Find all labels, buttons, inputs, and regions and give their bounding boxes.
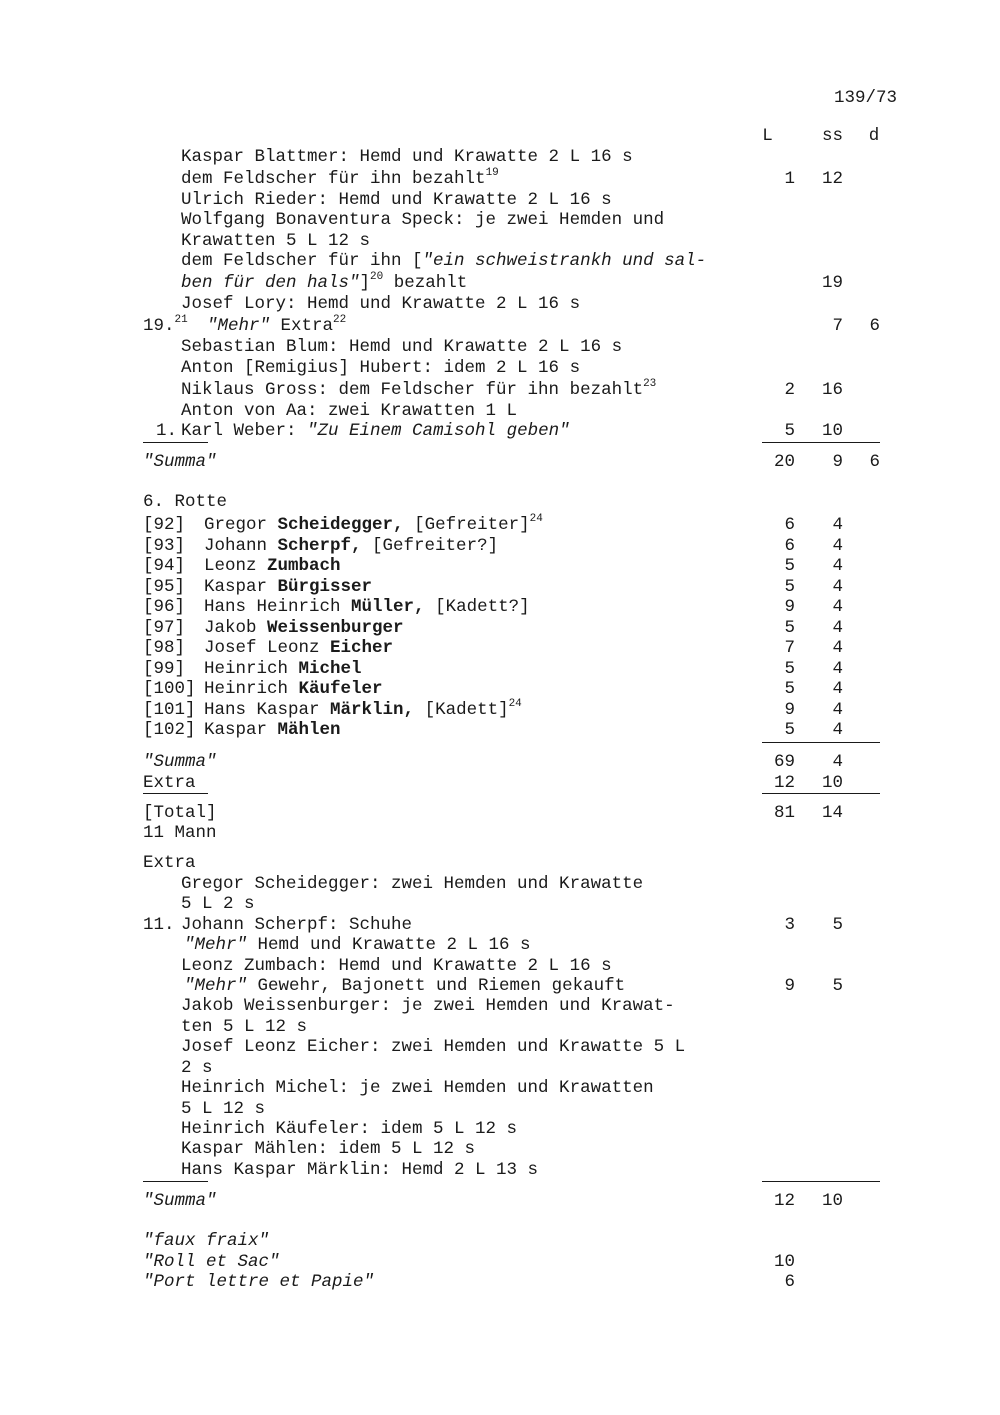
entry-marker: 19.21 — [143, 314, 188, 336]
amount-ss: 4 — [832, 700, 843, 720]
entry-row — [0, 1160, 1000, 1180]
amount-l: 5 — [784, 577, 795, 597]
amount-ss: 5 — [832, 976, 843, 996]
entry-row — [0, 147, 1000, 167]
amount-l: 2 — [784, 380, 795, 400]
entry-text: Wolfgang Bonaventura Speck: je zwei Hemden und — [181, 210, 665, 230]
entry-text: Anton [Remigius] Hubert: idem 2 L 16 s — [181, 358, 581, 378]
amount-l: 5 — [784, 720, 795, 740]
person-name: Leonz Zumbach — [204, 556, 341, 576]
divider — [143, 442, 208, 443]
amount-l: 5 — [784, 421, 795, 441]
entry-row — [0, 996, 1000, 1016]
person-number: [102] — [143, 720, 196, 740]
rotte-row — [0, 618, 1000, 638]
entry-text: Hans Kaspar Märklin: Hemd 2 L 13 s — [181, 1160, 539, 1180]
amount-ss: 4 — [832, 556, 843, 576]
person-rank: [Gefreiter] — [403, 515, 530, 535]
mann-count: 11 Mann — [143, 823, 217, 843]
column-header — [0, 126, 1000, 146]
summa-row — [0, 452, 1000, 472]
amount-l: 12 — [773, 773, 795, 793]
total-row — [0, 803, 1000, 823]
person-number: [97] — [143, 618, 186, 638]
quote-text: "Mehr" — [184, 976, 248, 996]
amount-d: 6 — [869, 316, 880, 336]
entry-row — [0, 273, 1000, 293]
rotte-row — [0, 556, 1000, 576]
amount-ss: 14 — [821, 803, 843, 823]
entry-text: Anton von Aa: zwei Krawatten 1 L — [181, 401, 518, 421]
footnote-ref: 20 — [370, 271, 384, 284]
faux-label: "Roll et Sac" — [143, 1252, 280, 1272]
person-surname: Mählen — [277, 720, 341, 740]
faux-row — [0, 1272, 1000, 1292]
amount-ss: 4 — [832, 638, 843, 658]
person-surname: Scherpf, — [277, 536, 362, 556]
entry-row — [0, 380, 1000, 400]
entry-text: Leonz Zumbach: Hemd und Krawatte 2 L 16 s — [181, 956, 612, 976]
person-surname: Zumbach — [267, 556, 341, 576]
entry-row — [0, 1017, 1000, 1037]
faux-label: "Port lettre et Papie" — [143, 1272, 375, 1292]
entry-text: 5 L 2 s — [181, 894, 255, 914]
quote-text: "Mehr" — [207, 316, 271, 336]
person-number: [100] — [143, 679, 196, 699]
person-name: Josef Leonz Eicher — [204, 638, 394, 658]
extra-row — [0, 773, 1000, 793]
quote-text: ben für den hals" — [181, 273, 360, 293]
amount-l: 69 — [773, 752, 795, 772]
entry-marker: 1. — [155, 421, 177, 441]
amount-ss: 4 — [832, 618, 843, 638]
entry-row — [0, 190, 1000, 210]
footnote-ref: 24 — [529, 513, 543, 526]
entry-text: 5 L 12 s — [181, 1099, 266, 1119]
rotte-row — [0, 515, 1000, 535]
person-surname: Michel — [298, 659, 362, 679]
entry-text: Jakob Weissenburger: je zwei Hemden und Krawat- — [181, 996, 675, 1016]
amount-ss: 10 — [821, 421, 843, 441]
amount-l: 9 — [784, 700, 795, 720]
entry-text: "Mehr" Hemd und Krawatte 2 L 16 s — [184, 935, 531, 955]
summa-label: "Summa" — [143, 1191, 217, 1211]
summa-label: "Summa" — [143, 752, 217, 772]
footnote-ref: 23 — [643, 378, 657, 391]
divider — [762, 793, 880, 794]
mann-row — [0, 823, 1000, 843]
quote-text: "Zu Einem Camisohl geben" — [307, 421, 570, 441]
faux-row — [0, 1252, 1000, 1272]
rotte-row — [0, 597, 1000, 617]
summa-row — [0, 1191, 1000, 1211]
entry-row — [0, 1078, 1000, 1098]
amount-ss: 7 — [832, 316, 843, 336]
amount-ss: 4 — [832, 577, 843, 597]
entry-row — [0, 294, 1000, 314]
amount-l: 20 — [773, 452, 795, 472]
entry-text: Gregor Scheidegger: zwei Hemden und Krawatte — [181, 874, 644, 894]
entry-text: Johann Scherpf: Schuhe — [181, 915, 413, 935]
entry-row — [0, 210, 1000, 230]
entry-row — [0, 421, 1000, 441]
person-name: Kaspar Mählen — [204, 720, 341, 740]
section-title — [0, 492, 1000, 512]
person-number: [93] — [143, 536, 186, 556]
amount-l: 6 — [784, 1272, 795, 1292]
person-surname: Bürgisser — [277, 577, 373, 597]
extra-title: Extra — [143, 853, 196, 873]
col-head-ss: ss — [821, 126, 843, 146]
rotte-row — [0, 638, 1000, 658]
rotte-row — [0, 577, 1000, 597]
entry-row — [0, 316, 1000, 336]
page-number: 139/73 — [834, 88, 898, 108]
entry-text: "Mehr" Extra$^{22}$ — [207, 314, 347, 336]
person-surname: Weissenburger — [267, 618, 404, 638]
person-name: Heinrich Käufeler — [204, 679, 383, 699]
entry-row — [0, 231, 1000, 251]
entry-row — [0, 251, 1000, 271]
rotte-row — [0, 679, 1000, 699]
person-number: [95] — [143, 577, 186, 597]
entry-text: ben für den hals"]$^{20}$ bezahlt — [181, 271, 468, 293]
entry-row — [0, 169, 1000, 189]
entry-text: dem Feldscher für ihn ["ein schweistrankh und sal- — [181, 251, 707, 271]
entry-row — [0, 1119, 1000, 1139]
entry-row — [0, 874, 1000, 894]
entry-text: Heinrich Michel: je zwei Hemden und Krawatten — [181, 1078, 654, 1098]
entry-text: Josef Lory: Hemd und Krawatte 2 L 16 s — [181, 294, 581, 314]
summa-row — [0, 752, 1000, 772]
amount-ss: 4 — [832, 597, 843, 617]
amount-l: 9 — [784, 976, 795, 996]
entry-row — [0, 337, 1000, 357]
person-name: Hans Kaspar Märklin, $[Kadett]^{24}$ — [204, 698, 522, 720]
amount-ss: 4 — [832, 679, 843, 699]
person-rank: [Kadett?] — [424, 597, 530, 617]
rotte-row — [0, 700, 1000, 720]
entry-row — [0, 401, 1000, 421]
amount-l: 3 — [784, 915, 795, 935]
amount-ss: 12 — [821, 169, 843, 189]
amount-l: 5 — [784, 679, 795, 699]
amount-ss: 4 — [832, 536, 843, 556]
entry-row — [0, 935, 1000, 955]
entry-row — [0, 976, 1000, 996]
entry-text: 2 s — [181, 1058, 213, 1078]
amount-ss: 4 — [832, 515, 843, 535]
person-surname: Müller, — [351, 597, 425, 617]
amount-ss: 19 — [821, 273, 843, 293]
amount-l: 81 — [773, 803, 795, 823]
divider — [762, 742, 880, 743]
divider — [143, 1181, 208, 1182]
person-name: Heinrich Michel — [204, 659, 362, 679]
person-surname: Käufeler — [298, 679, 383, 699]
person-surname: Eicher — [330, 638, 394, 658]
amount-d: 6 — [869, 452, 880, 472]
person-rank: [Gefreiter?] — [361, 536, 499, 556]
entry-row — [0, 1139, 1000, 1159]
amount-l: 6 — [784, 536, 795, 556]
footnote-ref: 19 — [485, 167, 499, 180]
amount-l: 1 — [784, 169, 795, 189]
person-name: Gregor Scheidegger, [Gefreiter]$^{24}$ — [204, 513, 543, 535]
person-number: [92] — [143, 515, 186, 535]
entry-row — [0, 894, 1000, 914]
extra-label: Extra — [143, 773, 196, 793]
total-label: [Total] — [143, 803, 217, 823]
person-name: Hans Heinrich Müller, [Kadett?] — [204, 597, 530, 617]
amount-ss: 4 — [832, 659, 843, 679]
entry-text: Kaspar Mählen: idem 5 L 12 s — [181, 1139, 476, 1159]
faux-row — [0, 1231, 1000, 1251]
amount-l: 5 — [784, 556, 795, 576]
footnote-ref: 21 — [174, 314, 188, 327]
entry-text: Niklaus Gross: dem Feldscher für ihn bezahlt$^{23}$ — [181, 378, 657, 400]
amount-ss: 16 — [821, 380, 843, 400]
entry-row — [0, 1099, 1000, 1119]
person-number: [94] — [143, 556, 186, 576]
person-surname: Scheidegger, — [277, 515, 404, 535]
faux-label: "faux fraix" — [143, 1231, 270, 1251]
entry-text: dem Feldscher für ihn bezahlt$^{19}$ — [181, 167, 499, 189]
col-head-l: L — [762, 126, 773, 146]
entry-row — [0, 956, 1000, 976]
entry-text: Krawatten 5 L 12 s — [181, 231, 371, 251]
amount-ss: 9 — [832, 452, 843, 472]
person-number: [101] — [143, 700, 196, 720]
amount-l: 7 — [784, 638, 795, 658]
quote-text: "Mehr" — [184, 935, 248, 955]
person-name: Jakob Weissenburger — [204, 618, 404, 638]
entry-row — [0, 358, 1000, 378]
amount-l: 6 — [784, 515, 795, 535]
amount-ss: 10 — [821, 1191, 843, 1211]
rotte-title: 6. Rotte — [143, 492, 228, 512]
rotte-row — [0, 720, 1000, 740]
person-surname: Märklin, — [330, 700, 415, 720]
amount-l: 5 — [784, 618, 795, 638]
entry-text: Ulrich Rieder: Hemd und Krawatte 2 L 16 s — [181, 190, 612, 210]
amount-ss: 10 — [821, 773, 843, 793]
entry-text: ten 5 L 12 s — [181, 1017, 308, 1037]
amount-l: 12 — [773, 1191, 795, 1211]
person-number: [99] — [143, 659, 186, 679]
entry-row — [0, 1037, 1000, 1057]
entry-text: Karl Weber: "Zu Einem Camisohl geben" — [181, 421, 570, 441]
person-rank: [Kadett] — [414, 700, 509, 720]
amount-ss: 4 — [832, 720, 843, 740]
entry-text: Sebastian Blum: Hemd und Krawatte 2 L 16 s — [181, 337, 623, 357]
entry-text: "Mehr" Gewehr, Bajonett und Riemen gekauft — [184, 976, 626, 996]
person-name: Johann Scherpf, [Gefreiter?] — [204, 536, 499, 556]
amount-l: 9 — [784, 597, 795, 617]
section-title — [0, 853, 1000, 873]
divider — [762, 1181, 880, 1182]
footnote-ref: 22 — [333, 314, 347, 327]
footnote-ref: 24 — [508, 698, 522, 711]
summa-label: "Summa" — [143, 452, 217, 472]
amount-ss: 4 — [832, 752, 843, 772]
entry-text: Heinrich Käufeler: idem 5 L 12 s — [181, 1119, 518, 1139]
amount-ss: 5 — [832, 915, 843, 935]
rotte-row — [0, 536, 1000, 556]
person-name: Kaspar Bürgisser — [204, 577, 373, 597]
amount-l: 10 — [773, 1252, 795, 1272]
divider — [762, 442, 880, 443]
amount-l: 5 — [784, 659, 795, 679]
entry-marker: 11. — [143, 915, 175, 935]
person-number: [96] — [143, 597, 186, 617]
entry-row — [0, 915, 1000, 935]
quote-text: "ein schweistrankh und sal- — [422, 251, 707, 271]
divider — [143, 793, 208, 794]
entry-text: Josef Leonz Eicher: zwei Hemden und Krawatte 5 L — [181, 1037, 686, 1057]
col-head-d: d — [868, 126, 880, 146]
rotte-row — [0, 659, 1000, 679]
entry-text: Kaspar Blattmer: Hemd und Krawatte 2 L 16 s — [181, 147, 633, 167]
person-number: [98] — [143, 638, 186, 658]
entry-row — [0, 1058, 1000, 1078]
